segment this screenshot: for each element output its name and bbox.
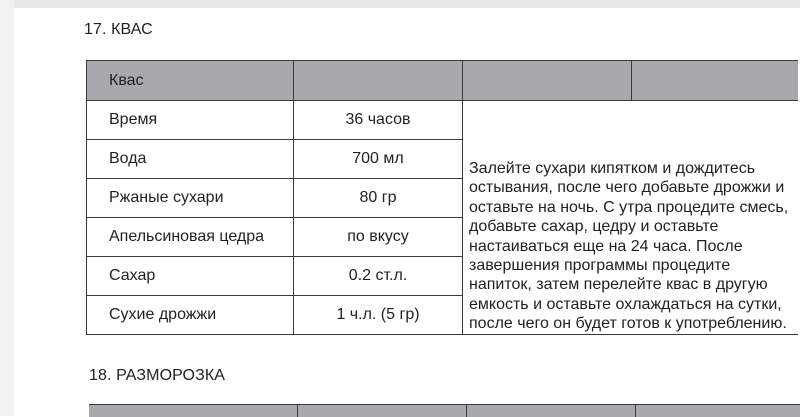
section-title-kvass: 17. КВАС — [84, 21, 153, 39]
ingredient-value: 700 мл — [294, 140, 463, 179]
ingredient-name: Апельсиновая цедра — [87, 218, 294, 257]
ingredient-name: Вода — [87, 140, 294, 179]
defrost-table-header-partial — [89, 404, 800, 417]
table-header-cell — [632, 61, 800, 101]
table-row — [87, 101, 800, 140]
ingredient-value: 36 часов — [294, 101, 463, 140]
ingredient-name: Сухие дрожжи — [87, 296, 294, 335]
ingredient-value: 80 гр — [294, 179, 463, 218]
ingredient-name: Время — [87, 101, 294, 140]
instructions-text: Залейте сухари кипятком и дождитесь остывания, после чего добавьте дрожжи и оставьте на ночь. С утра процедите смесь, добавьте сахар, цедру и оставьте настаиваться еще на 24 часа. После завершения программы процедите напиток, затем перелейте квас в другую емкость и оставьте охлаждаться на сутки, после чего он будет готов к употреблению. — [463, 101, 800, 335]
page-top-edge — [0, 0, 800, 8]
table-header-row — [87, 61, 800, 101]
table-header-label: Квас — [87, 61, 294, 101]
ingredient-value: по вкусу — [294, 218, 463, 257]
ingredient-value: 0.2 ст.л. — [294, 257, 463, 296]
table-header-cell — [294, 61, 463, 101]
table-column-divider — [297, 405, 298, 417]
kvass-recipe-table — [86, 60, 800, 335]
table-column-divider — [635, 405, 636, 417]
ingredient-name: Сахар — [87, 257, 294, 296]
section-title-defrost: 18. РАЗМОРОЗКА — [89, 367, 225, 385]
table-header-cell — [463, 61, 632, 101]
ingredient-value: 1 ч.л. (5 гр) — [294, 296, 463, 335]
table-column-divider — [466, 405, 467, 417]
page-left-gutter — [0, 0, 14, 416]
ingredient-name: Ржаные сухари — [87, 179, 294, 218]
